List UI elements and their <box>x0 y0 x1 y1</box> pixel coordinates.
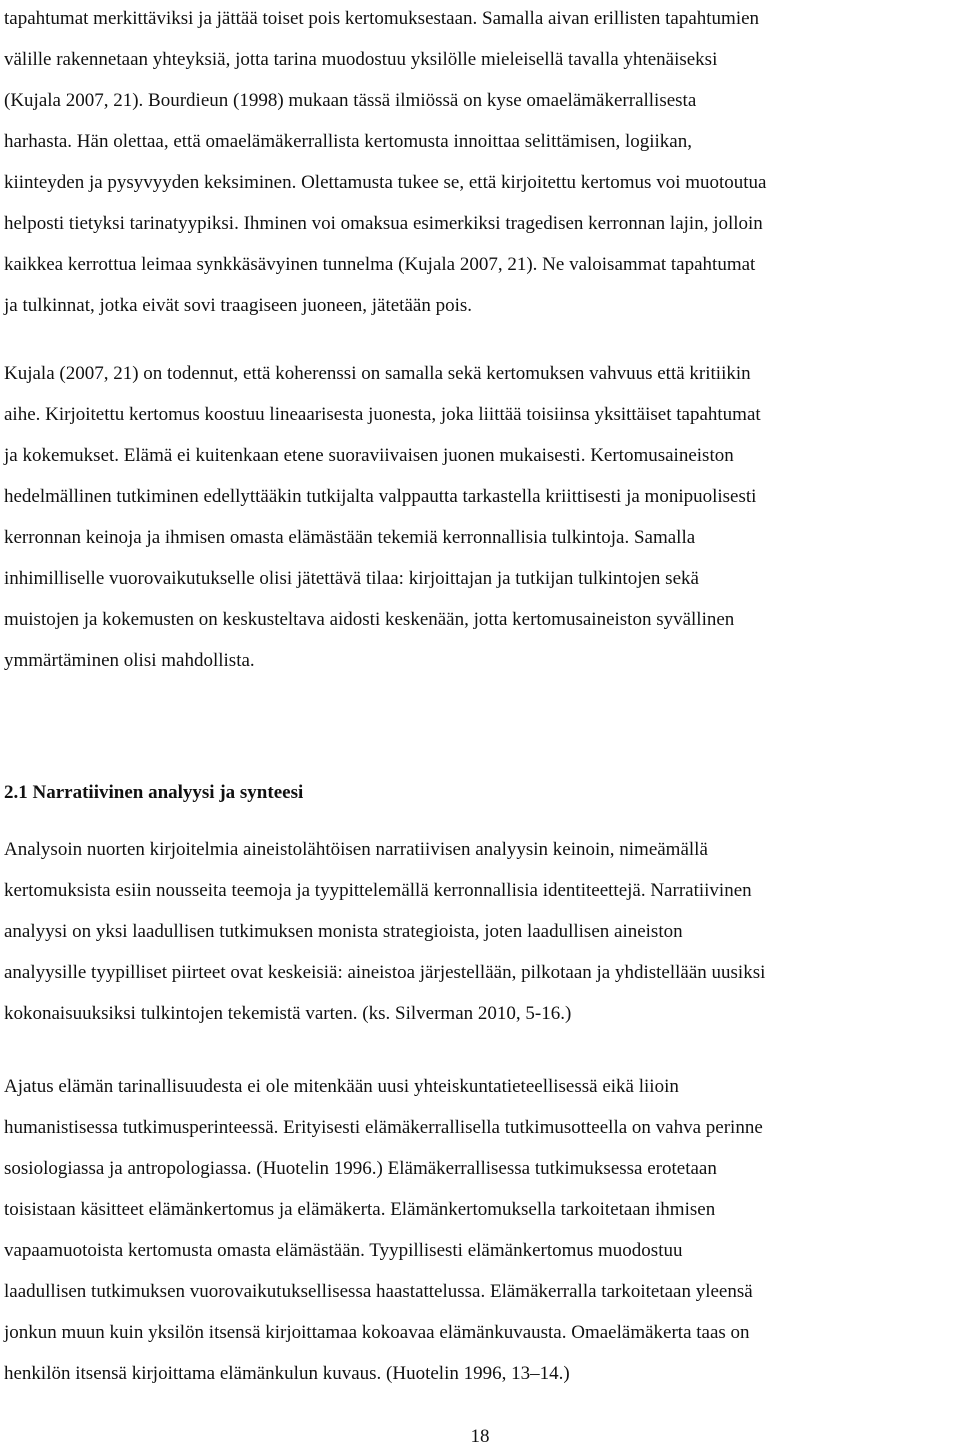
text-line: Ajatus elämän tarinallisuudesta ei ole mitenkään uusi yhteiskuntatieteellisessä eikä liioin <box>4 1076 679 1097</box>
section-heading: 2.1 Narratiivinen analyysi ja synteesi <box>4 782 304 803</box>
text-line: ja tulkinnat, jotka eivät sovi traagiseen juoneen, jätetään pois. <box>4 295 472 316</box>
text-line: sosiologiassa ja antropologiassa. (Huotelin 1996.) Elämäkerrallisessa tutkimuksessa erotetaan <box>4 1158 717 1179</box>
text-line: vapaamuotoista kertomusta omasta elämästään. Tyypillisesti elämänkertomus muodostuu <box>4 1240 683 1261</box>
paragraph-2 <box>4 353 956 681</box>
text-line: aihe. Kirjoitettu kertomus koostuu lineaarisesta juonesta, joka liittää toisiinsa yksittäiset tapahtumat <box>4 404 761 425</box>
text-line: laadullisen tutkimuksen vuorovaikutuksellisessa haastattelussa. Elämäkerralla tarkoitetaan yleensä <box>4 1281 753 1302</box>
text-line: toisistaan käsitteet elämänkertomus ja elämäkerta. Elämänkertomuksella tarkoitetaan ihmisen <box>4 1199 716 1220</box>
text-line: välille rakennetaan yhteyksiä, jotta tarina muodostuu yksilölle mieleisellä tavalla yhtenäiseksi <box>4 49 718 70</box>
text-line: Kujala (2007, 21) on todennut, että koherenssi on samalla sekä kertomuksen vahvuus että kritiikin <box>4 363 751 384</box>
text-line: kokonaisuuksiksi tulkintojen tekemistä varten. (ks. Silverman 2010, 5-16.) <box>4 1003 572 1024</box>
text-line: inhimilliselle vuorovaikutukselle olisi jätettävä tilaa: kirjoittajan ja tutkijan tulkintojen sekä <box>4 568 699 589</box>
text-line: henkilön itsensä kirjoittama elämänkulun kuvaus. (Huotelin 1996, 13–14.) <box>4 1363 570 1384</box>
text-line: kertomuksista esiin nousseita teemoja ja tyypittelemällä kerronnallisia identiteettejä. Narratiivinen <box>4 880 752 901</box>
text-line: helposti tietyksi tarinatyypiksi. Ihminen voi omaksua esimerkiksi tragedisen kerronnan lajin, jolloin <box>4 213 763 234</box>
text-line: hedelmällinen tutkiminen edellyttääkin tutkijalta valppautta tarkastella kriittisesti ja monipuolisesti <box>4 486 757 507</box>
text-line: analyysi on yksi laadullisen tutkimuksen monista strategioista, joten laadullisen aineiston <box>4 921 683 942</box>
text-line: Analysoin nuorten kirjoitelmia aineistolähtöisen narratiivisen analyysin keinoin, nimeämällä <box>4 839 708 860</box>
text-line: ja kokemukset. Elämä ei kuitenkaan etene suoraviivaisen juonen mukaisesti. Kertomusaineiston <box>4 445 734 466</box>
paragraph-1 <box>4 0 956 326</box>
text-line: jonkun muun kuin yksilön itsensä kirjoittamaa kokoavaa elämänkuvausta. Omaelämäkerta taas on <box>4 1322 750 1343</box>
paragraph-4 <box>4 1066 956 1394</box>
text-line: tapahtumat merkittäviksi ja jättää toiset pois kertomuksestaan. Samalla aivan erillisten tapahtumien <box>4 8 760 29</box>
text-line: kiinteyden ja pysyvyyden keksiminen. Olettamusta tukee se, että kirjoitettu kertomus voi muotoutua <box>4 172 767 193</box>
paragraph-3 <box>4 829 956 1034</box>
text-line: humanistisessa tutkimusperinteessä. Erityisesti elämäkerrallisella tutkimusotteella on vahva perinne <box>4 1117 763 1138</box>
text-line: muistojen ja kokemusten on keskusteltava aidosti keskenään, jotta kertomusaineiston syvällinen <box>4 609 735 630</box>
page-number: 18 <box>470 1426 490 1447</box>
text-line: kaikkea kerrottua leimaa synkkäsävyinen tunnelma (Kujala 2007, 21). Ne valoisammat tapahtumat <box>4 254 756 275</box>
text-line: analyysille tyypilliset piirteet ovat keskeisiä: aineistoa järjestellään, pilkotaan ja yhdistellään uusiksi <box>4 962 766 983</box>
text-line: kerronnan keinoja ja ihmisen omasta elämästään tekemiä kerronnallisia tulkintoja. Samalla <box>4 527 696 548</box>
text-line: ymmärtäminen olisi mahdollista. <box>4 650 255 671</box>
text-line: harhasta. Hän olettaa, että omaelämäkerrallista kertomusta innoittaa selittämisen, logiikan, <box>4 131 692 152</box>
text-line: (Kujala 2007, 21). Bourdieun (1998) mukaan tässä ilmiössä on kyse omaelämäkerrallisesta <box>4 90 697 111</box>
